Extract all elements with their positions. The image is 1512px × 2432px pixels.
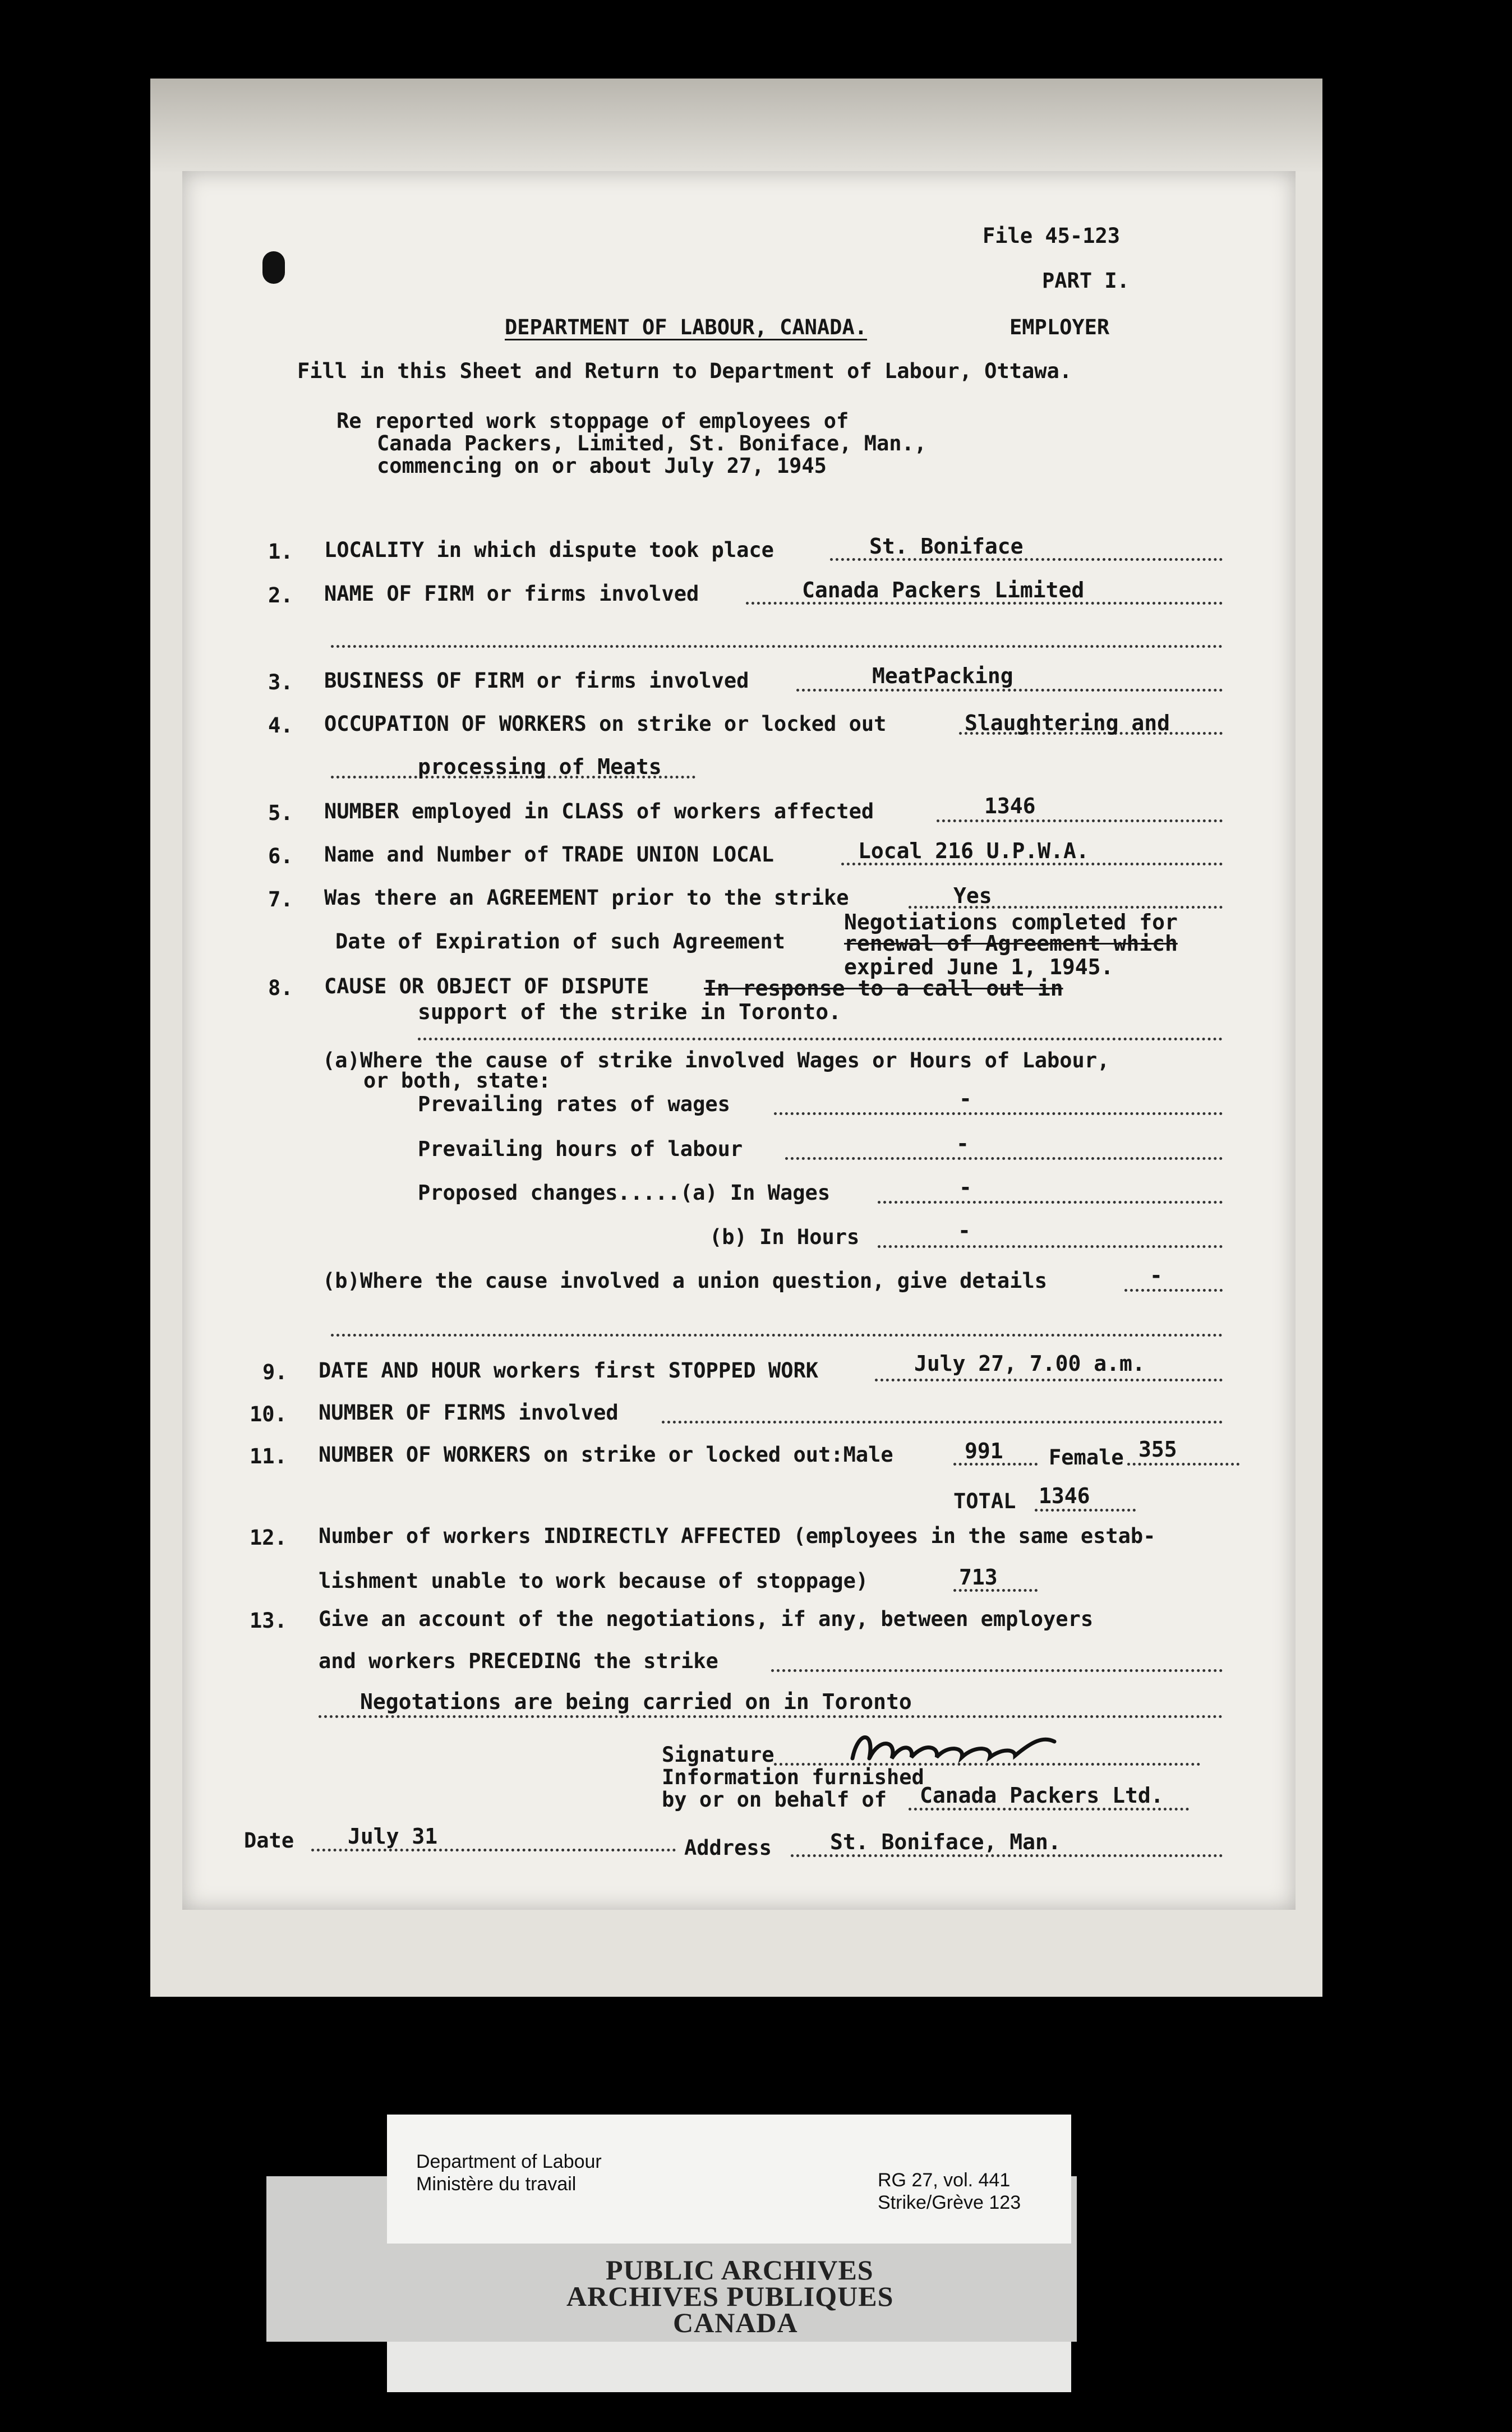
indirectly-affected-label-2: lishment unable to work because of stoppage) <box>319 1569 869 1593</box>
employer-label: EMPLOYER <box>1009 315 1110 339</box>
fill-line <box>311 1849 676 1851</box>
fill-line <box>1127 1463 1239 1466</box>
cause-value-1: In response to a call out in <box>704 976 1063 1001</box>
re-line-2: Canada Packers, Limited, St. Boniface, Man., <box>377 431 927 455</box>
item-number: 9. <box>262 1360 288 1384</box>
negotiations-label-2: and workers PRECEDING the strike <box>319 1649 718 1673</box>
on-behalf-value: Canada Packers Ltd. <box>920 1783 1164 1808</box>
re-line-3: commencing on or about July 27, 1945 <box>377 454 827 478</box>
signature-label: Signature <box>662 1743 775 1767</box>
fill-line <box>1124 1289 1223 1292</box>
business-label: BUSINESS OF FIRM or firms involved <box>324 669 749 693</box>
expiration-value-1: Negotiations completed for <box>844 910 1178 934</box>
proposed-wages-value: - <box>959 1175 972 1200</box>
fill-line <box>319 1715 1223 1718</box>
negotiations-value: Negotations are being carried on in Toronto <box>360 1689 912 1714</box>
department-fr: Ministère du travail <box>416 2173 577 2195</box>
item-number: 13. <box>250 1609 287 1633</box>
item-number: 2. <box>268 583 293 607</box>
indirectly-affected-value: 713 <box>959 1565 998 1590</box>
stamp-canada: CANADA <box>673 2307 798 2338</box>
agreement-label: Was there an AGREEMENT prior to the strike <box>324 886 849 910</box>
occupation-value-1: Slaughtering and <box>965 711 1170 735</box>
record-group-ref: RG 27, vol. 441 <box>878 2170 1011 2191</box>
union-local-value: Local 216 U.P.W.A. <box>858 839 1089 863</box>
number-employed-label: NUMBER employed in CLASS of workers affected <box>324 799 874 823</box>
fill-line <box>771 1669 1223 1672</box>
number-employed-value: 1346 <box>984 794 1036 818</box>
item-number: 11. <box>250 1444 287 1468</box>
locality-label: LOCALITY in which dispute took place <box>324 538 774 562</box>
item-number: 6. <box>268 844 293 868</box>
cause-value-2: support of the strike in Toronto. <box>418 999 841 1024</box>
punch-hole <box>262 251 285 284</box>
business-value: MeatPacking <box>872 664 1013 688</box>
fill-line <box>937 819 1223 822</box>
proposed-wages-label: Proposed changes.....(a) In Wages <box>418 1181 831 1205</box>
fill-line <box>785 1157 1223 1160</box>
item-number: 5. <box>268 801 293 825</box>
hours-value: - <box>956 1131 969 1156</box>
expiration-value-2: renewal of Agreement which <box>844 931 1178 956</box>
fill-line <box>796 689 1223 692</box>
negotiations-label: Give an account of the negotiations, if any, between employers <box>319 1607 1094 1631</box>
item-number: 12. <box>250 1526 287 1550</box>
fill-line <box>909 1808 1189 1811</box>
proposed-hours-value: - <box>958 1218 971 1243</box>
expiration-value-3: expired June 1, 1945. <box>844 955 1114 979</box>
union-question-label: (b)Where the cause involved a union question, give details <box>322 1269 1048 1293</box>
stamp-public-archives: PUBLIC ARCHIVES <box>606 2254 874 2286</box>
date-label: Date <box>244 1828 294 1853</box>
handwritten-signature <box>847 1725 1161 1770</box>
firm-name-value: Canada Packers Limited <box>802 578 1085 602</box>
wages-hours-instruction: (a)Where the cause of strike involved Wages or Hours of Labour, <box>322 1048 1110 1072</box>
item-number: 7. <box>268 887 293 911</box>
female-label: Female <box>1049 1445 1124 1470</box>
strike-number-ref: Strike/Grève 123 <box>878 2192 1021 2213</box>
file-number: File 45-123 <box>983 224 1121 248</box>
item-number: 3. <box>268 670 293 694</box>
item-number: 10. <box>250 1402 287 1426</box>
fill-line <box>878 1245 1223 1248</box>
item-number: 1. <box>268 540 293 564</box>
fill-line <box>331 1334 1223 1337</box>
indirectly-affected-label: Number of workers INDIRECTLY AFFECTED (employees in the same estab- <box>319 1524 1156 1548</box>
date-value: July 31 <box>348 1824 438 1849</box>
hours-label: Prevailing hours of labour <box>418 1137 743 1161</box>
occupation-value-2: processing of Meats <box>418 754 662 779</box>
expiration-label: Date of Expiration of such Agreement <box>335 929 785 954</box>
stamp-archives-publiques: ARCHIVES PUBLIQUES <box>566 2281 894 2312</box>
fill-line <box>774 1112 1223 1115</box>
wages-value: - <box>959 1086 972 1111</box>
item-number: 8. <box>268 976 293 1000</box>
number-firms-label: NUMBER OF FIRMS involved <box>319 1401 619 1425</box>
fill-line <box>875 1379 1223 1381</box>
wages-label: Prevailing rates of wages <box>418 1092 730 1116</box>
re-line-1: Re reported work stoppage of employees of <box>336 409 849 433</box>
part-label: PART I. <box>1042 269 1130 293</box>
wages-hours-instruction-2: or both, state: <box>363 1068 551 1093</box>
fill-line <box>418 1038 1223 1040</box>
sheet-top-fold <box>150 79 1322 174</box>
info-furnished-label: Information furnished <box>662 1765 924 1789</box>
fill-line <box>878 1201 1223 1204</box>
address-value: St. Boniface, Man. <box>830 1830 1061 1854</box>
date-hour-value: July 27, 7.00 a.m. <box>914 1351 1145 1376</box>
item-number: 4. <box>268 713 293 738</box>
fill-line <box>1035 1509 1136 1512</box>
address-label: Address <box>684 1836 772 1860</box>
proposed-hours-label: (b) In Hours <box>709 1225 860 1249</box>
fill-line <box>331 645 1223 648</box>
union-question-value: - <box>1150 1263 1163 1288</box>
fill-line <box>791 1854 1223 1857</box>
female-count: 355 <box>1138 1437 1177 1462</box>
locality-value: St. Boniface <box>869 534 1024 559</box>
workers-on-strike-label: NUMBER OF WORKERS on strike or locked out:Male <box>319 1443 893 1467</box>
total-label: TOTAL <box>953 1489 1016 1513</box>
occupation-label: OCCUPATION OF WORKERS on strike or locked out <box>324 712 887 736</box>
male-count: 991 <box>965 1439 1003 1463</box>
firm-name-label: NAME OF FIRM or firms involved <box>324 582 699 606</box>
cause-label: CAUSE OR OBJECT OF DISPUTE <box>324 974 649 998</box>
on-behalf-label: by or on behalf of <box>662 1788 887 1812</box>
department-title: DEPARTMENT OF LABOUR, CANADA. <box>505 315 868 339</box>
date-hour-label: DATE AND HOUR workers first STOPPED WORK <box>319 1358 819 1383</box>
total-count: 1346 <box>1039 1484 1090 1508</box>
department-en: Department of Labour <box>416 2151 602 2172</box>
union-local-label: Name and Number of TRADE UNION LOCAL <box>324 842 774 867</box>
fill-line <box>662 1421 1223 1424</box>
agreement-value: Yes <box>953 883 992 908</box>
instruction-line: Fill in this Sheet and Return to Department of Labour, Ottawa. <box>297 359 1072 383</box>
archive-label-bottom <box>387 2342 1071 2392</box>
